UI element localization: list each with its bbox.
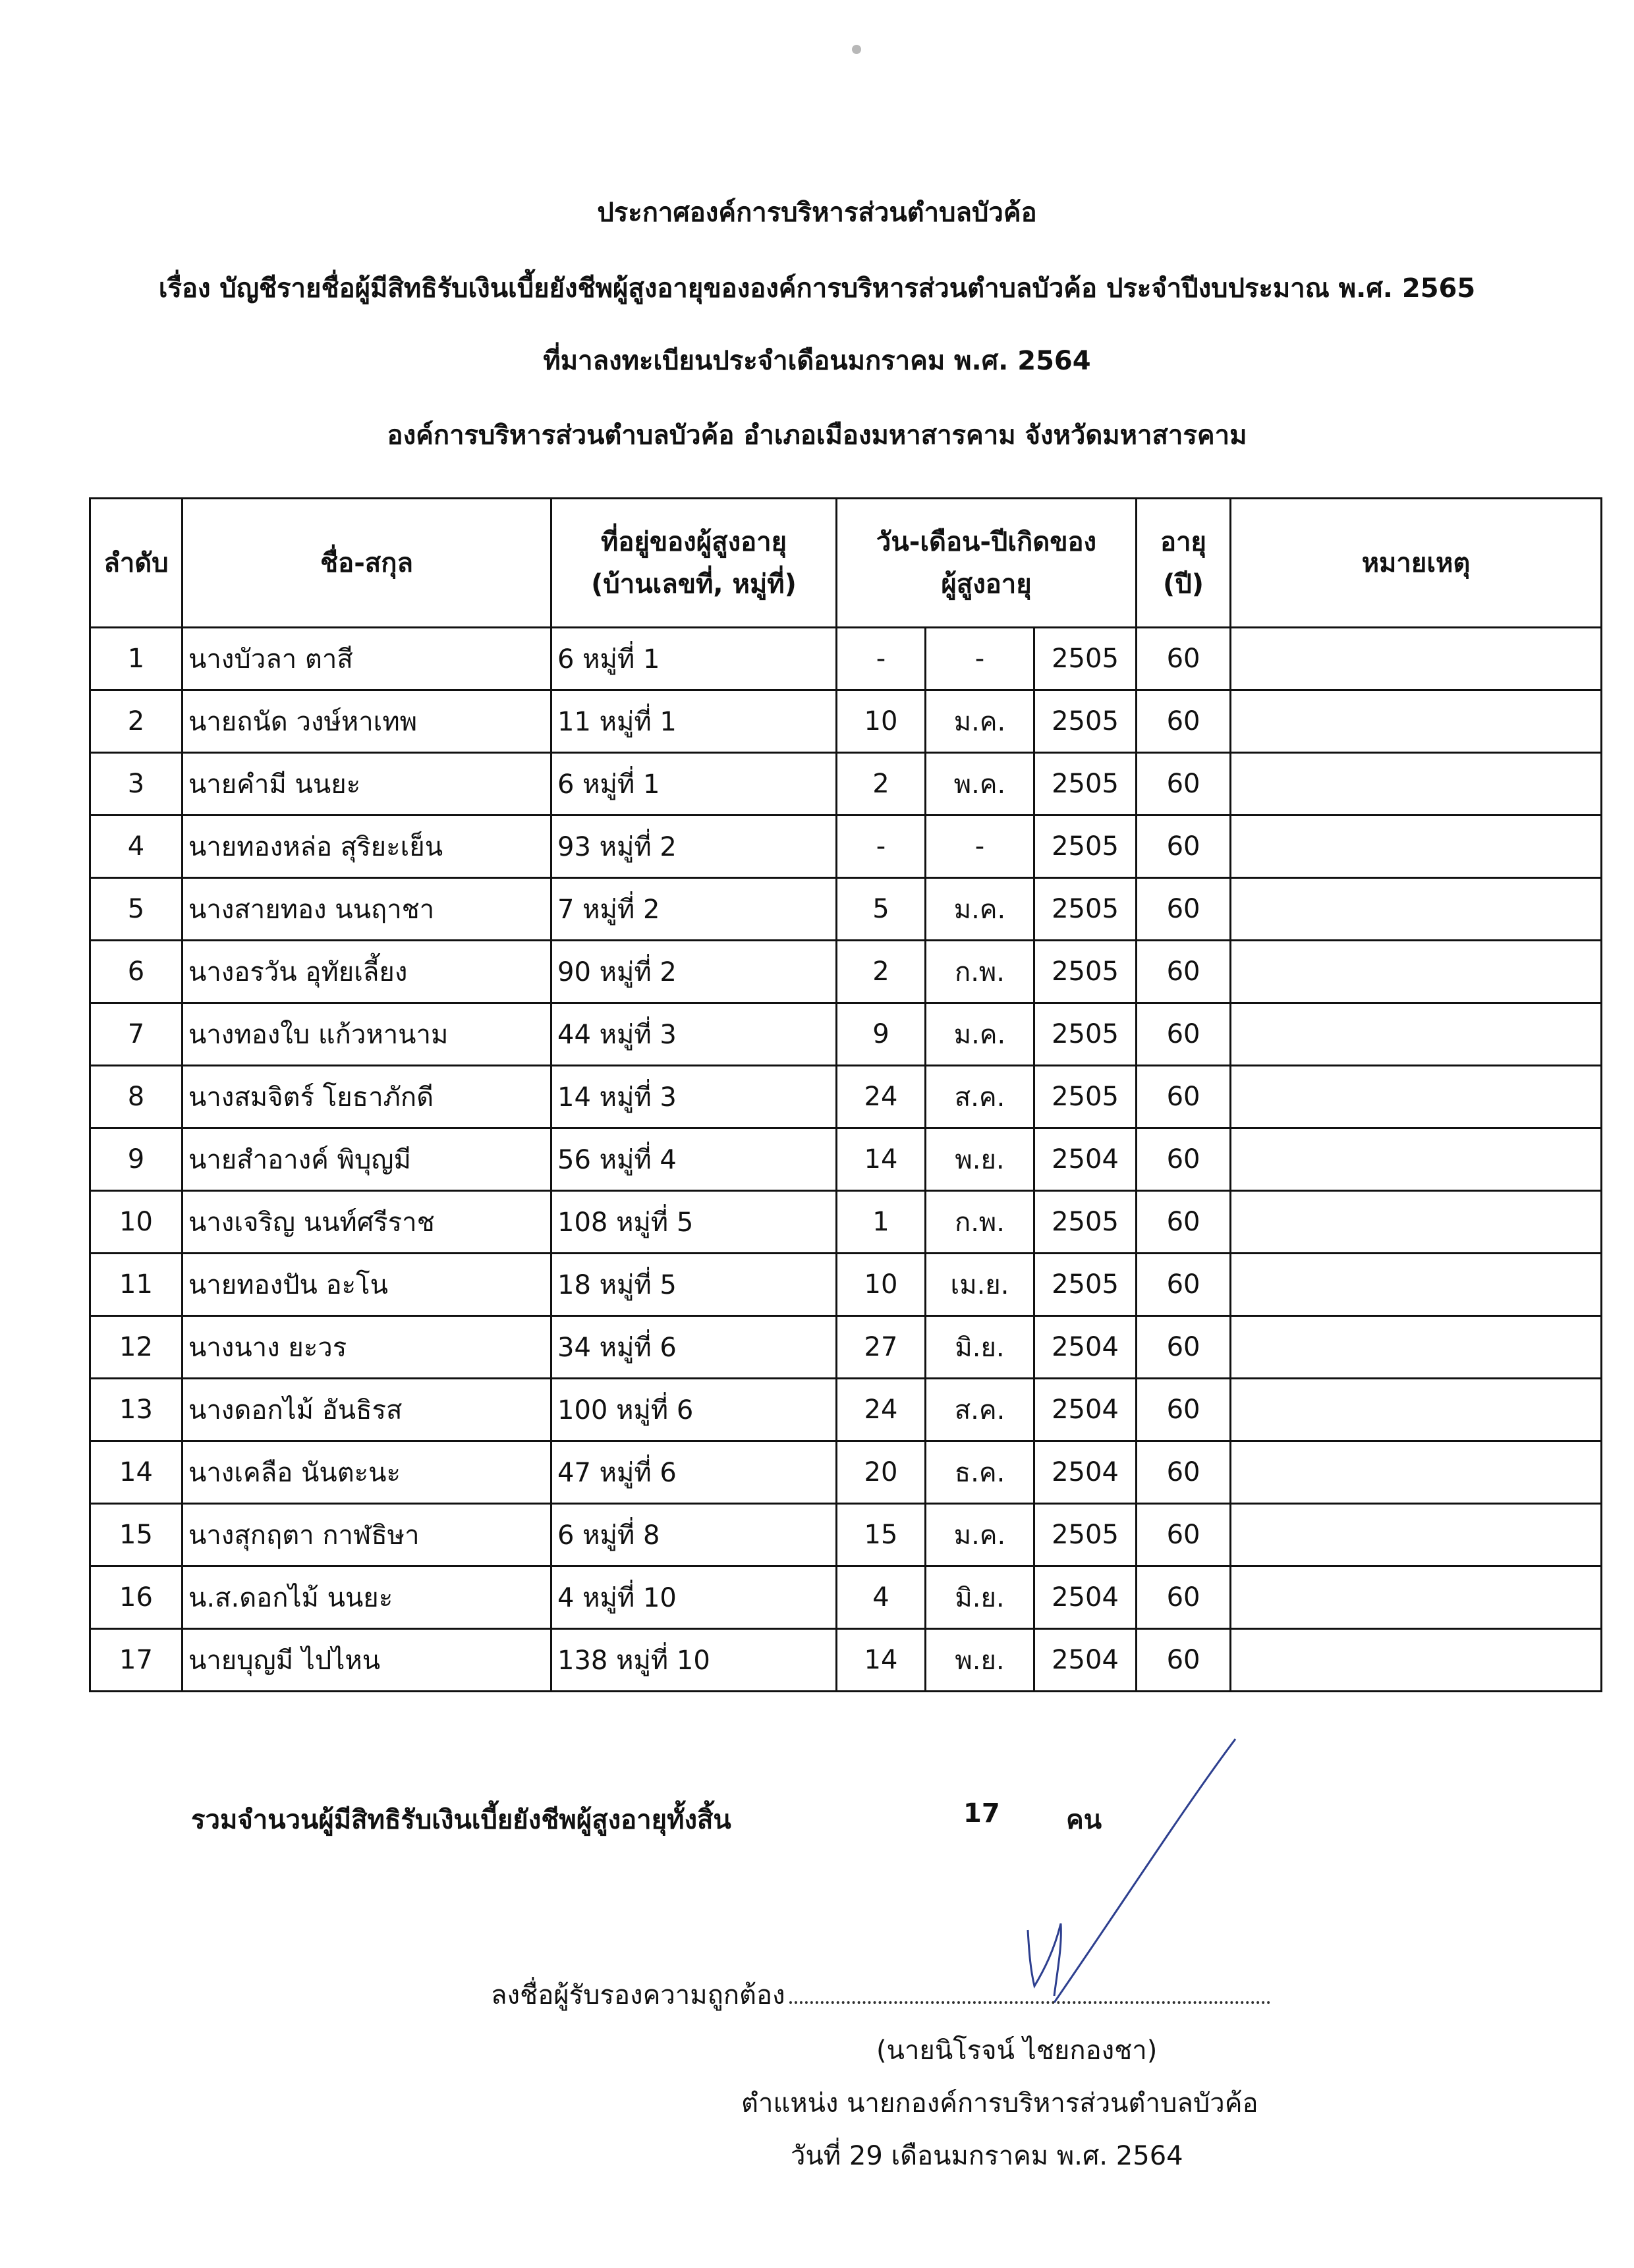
row-remark [1231, 941, 1602, 1003]
row-birth-month: พ.ย. [926, 1128, 1034, 1191]
row-birth-day: 2 [837, 753, 926, 816]
row-name: นายถนัด วงษ์หาเทพ [183, 690, 551, 753]
row-birth-year: 2505 [1034, 1504, 1137, 1566]
header-age-line1: อายุ [1160, 526, 1206, 557]
row-birth-month: ก.พ. [926, 1191, 1034, 1254]
row-birth-year: 2505 [1034, 1003, 1137, 1066]
row-number: 11 [90, 1254, 183, 1316]
header-dob-line1: วัน-เดือน-ปีเกิดของ [876, 526, 1097, 557]
row-birth-day: 24 [837, 1066, 926, 1128]
table-row [90, 878, 1602, 941]
row-remark [1231, 1629, 1602, 1692]
row-birth-year: 2504 [1034, 1629, 1137, 1692]
row-address: 138 หมู่ที่ 10 [551, 1629, 837, 1692]
row-address: 34 หมู่ที่ 6 [551, 1316, 837, 1379]
row-birth-year: 2504 [1034, 1316, 1137, 1379]
table-row [90, 1003, 1602, 1066]
row-birth-month: พ.ค. [926, 753, 1034, 816]
organization-line: องค์การบริหารส่วนตำบลบัวค้อ อำเภอเมืองมหาสารคาม จังหวัดมหาสารคาม [387, 420, 1247, 451]
table-row [90, 1254, 1602, 1316]
row-number: 7 [90, 1003, 183, 1066]
row-age: 60 [1137, 816, 1231, 878]
row-remark [1231, 1504, 1602, 1566]
row-number: 12 [90, 1316, 183, 1379]
row-birth-year: 2505 [1034, 941, 1137, 1003]
row-birth-month: - [926, 816, 1034, 878]
row-name: นางเคลือ นันตะนะ [183, 1441, 551, 1504]
row-address: 56 หมู่ที่ 4 [551, 1128, 837, 1191]
signer-name: (นายนิโรจน์ ไชยกองชา) [876, 2035, 1158, 2066]
row-address: 100 หมู่ที่ 6 [551, 1379, 837, 1441]
row-age: 60 [1137, 1003, 1231, 1066]
announcement-title: ประกาศองค์การบริหารส่วนตำบลบัวค้อ [597, 198, 1037, 228]
row-remark [1231, 1379, 1602, 1441]
row-address: 14 หมู่ที่ 3 [551, 1066, 837, 1128]
row-birth-year: 2505 [1034, 878, 1137, 941]
row-birth-year: 2505 [1034, 753, 1137, 816]
row-name: นางบัวลา ตาสี [183, 628, 551, 690]
row-birth-year: 2504 [1034, 1128, 1137, 1191]
row-age: 60 [1137, 1379, 1231, 1441]
table-row [90, 1566, 1602, 1629]
header-no: ลำดับ [90, 499, 183, 628]
row-name: นางดอกไม้ อันธิรส [183, 1379, 551, 1441]
row-name: นางอรวัน อุทัยเลี้ยง [183, 941, 551, 1003]
table-row [90, 1379, 1602, 1441]
row-birth-month: - [926, 628, 1034, 690]
row-name: นางเจริญ นนท์ศรีราช [183, 1191, 551, 1254]
table-row [90, 753, 1602, 816]
table-row [90, 1629, 1602, 1692]
row-address: 4 หมู่ที่ 10 [551, 1566, 837, 1629]
row-age: 60 [1137, 690, 1231, 753]
row-birth-day: 20 [837, 1441, 926, 1504]
row-birth-year: 2505 [1034, 1191, 1137, 1254]
row-number: 4 [90, 816, 183, 878]
signing-date: วันที่ 29 เดือนมกราคม พ.ศ. 2564 [791, 2141, 1183, 2171]
summary-count: 17 [963, 1798, 1000, 1829]
row-age: 60 [1137, 1316, 1231, 1379]
row-birth-day: 5 [837, 878, 926, 941]
row-address: 44 หมู่ที่ 3 [551, 1003, 837, 1066]
row-address: 47 หมู่ที่ 6 [551, 1441, 837, 1504]
row-remark [1231, 1441, 1602, 1504]
row-birth-month: มิ.ย. [926, 1316, 1034, 1379]
row-age: 60 [1137, 1254, 1231, 1316]
row-name: นายคำมี นนยะ [183, 753, 551, 816]
row-birth-year: 2504 [1034, 1441, 1137, 1504]
row-birth-day: 15 [837, 1504, 926, 1566]
row-birth-day: - [837, 816, 926, 878]
row-name: นางสมจิตร์ โยธาภักดี [183, 1066, 551, 1128]
row-remark [1231, 753, 1602, 816]
row-address: 93 หมู่ที่ 2 [551, 816, 837, 878]
summary-unit: คน [1066, 1805, 1102, 1835]
row-remark [1231, 816, 1602, 878]
row-name: นางทองใบ แก้วหานาม [183, 1003, 551, 1066]
row-address: 7 หมู่ที่ 2 [551, 878, 837, 941]
row-address: 90 หมู่ที่ 2 [551, 941, 837, 1003]
header-remark: หมายเหตุ [1231, 499, 1602, 628]
row-number: 16 [90, 1566, 183, 1629]
row-birth-year: 2505 [1034, 1066, 1137, 1128]
certification-line [491, 1974, 1270, 2016]
row-birth-day: 2 [837, 941, 926, 1003]
row-name: นายสำอางค์ พิบุญมี [183, 1128, 551, 1191]
row-birth-day: 4 [837, 1566, 926, 1629]
registration-period: ที่มาลงทะเบียนประจำเดือนมกราคม พ.ศ. 2564 [543, 346, 1091, 376]
header-age [1137, 499, 1231, 628]
table-row [90, 1316, 1602, 1379]
row-birth-day: 10 [837, 1254, 926, 1316]
row-birth-year: 2505 [1034, 690, 1137, 753]
row-birth-year: 2504 [1034, 1379, 1137, 1441]
table-row [90, 816, 1602, 878]
row-age: 60 [1137, 1441, 1231, 1504]
row-birth-month: มิ.ย. [926, 1566, 1034, 1629]
row-number: 13 [90, 1379, 183, 1441]
row-remark [1231, 878, 1602, 941]
row-birth-day: 1 [837, 1191, 926, 1254]
row-birth-month: ส.ค. [926, 1066, 1034, 1128]
header-address [551, 499, 837, 628]
row-name: นายทองปัน อะโน [183, 1254, 551, 1316]
row-age: 60 [1137, 1191, 1231, 1254]
row-birth-year: 2505 [1034, 816, 1137, 878]
row-address: 6 หมู่ที่ 8 [551, 1504, 837, 1566]
row-number: 3 [90, 753, 183, 816]
row-name: นางสุกฤตา กาฬธิษา [183, 1504, 551, 1566]
row-number: 8 [90, 1066, 183, 1128]
row-remark [1231, 1003, 1602, 1066]
row-address: 11 หมู่ที่ 1 [551, 690, 837, 753]
row-number: 1 [90, 628, 183, 690]
row-address: 6 หมู่ที่ 1 [551, 628, 837, 690]
row-age: 60 [1137, 1504, 1231, 1566]
row-birth-month: พ.ย. [926, 1629, 1034, 1692]
row-remark [1231, 628, 1602, 690]
row-birth-day: - [837, 628, 926, 690]
row-birth-month: ม.ค. [926, 690, 1034, 753]
beneficiary-table [89, 497, 1602, 1692]
row-number: 9 [90, 1128, 183, 1191]
row-birth-day: 14 [837, 1128, 926, 1191]
table-header-row [90, 499, 1602, 628]
summary-label: รวมจำนวนผู้มีสิทธิรับเงินเบี้ยยังชีพผู้สูงอายุทั้งสิ้น [191, 1805, 731, 1835]
row-birth-day: 14 [837, 1629, 926, 1692]
row-birth-day: 24 [837, 1379, 926, 1441]
table-row [90, 1504, 1602, 1566]
header-address-line1: ที่อยู่ของผู้สูงอายุ [600, 526, 787, 557]
row-age: 60 [1137, 1629, 1231, 1692]
table-row [90, 690, 1602, 753]
scan-mark [852, 45, 861, 54]
table-row [90, 1191, 1602, 1254]
header-dob-line2: ผู้สูงอายุ [941, 568, 1032, 599]
row-birth-day: 27 [837, 1316, 926, 1379]
row-age: 60 [1137, 878, 1231, 941]
table-row [90, 1441, 1602, 1504]
row-name: นางนาง ยะวร [183, 1316, 551, 1379]
row-remark [1231, 1191, 1602, 1254]
row-name: นายบุญมี ไปไหน [183, 1629, 551, 1692]
row-birth-month: เม.ย. [926, 1254, 1034, 1316]
certify-label: ลงชื่อผู้รับรองความถูกต้อง [491, 1980, 785, 2010]
row-number: 6 [90, 941, 183, 1003]
row-age: 60 [1137, 1128, 1231, 1191]
row-number: 5 [90, 878, 183, 941]
table-row [90, 941, 1602, 1003]
table-row [90, 628, 1602, 690]
row-birth-month: ม.ค. [926, 1003, 1034, 1066]
handwritten-signature [988, 1726, 1252, 2009]
table-row [90, 1128, 1602, 1191]
row-address: 108 หมู่ที่ 5 [551, 1191, 837, 1254]
row-number: 17 [90, 1629, 183, 1692]
row-birth-day: 10 [837, 690, 926, 753]
row-birth-month: ก.พ. [926, 941, 1034, 1003]
row-remark [1231, 1066, 1602, 1128]
header-name: ชื่อ-สกุล [183, 499, 551, 628]
row-name: นางสายทอง นนฤาชา [183, 878, 551, 941]
table-row [90, 1066, 1602, 1128]
row-age: 60 [1137, 1066, 1231, 1128]
row-number: 10 [90, 1191, 183, 1254]
row-remark [1231, 1316, 1602, 1379]
row-number: 2 [90, 690, 183, 753]
row-birth-month: ส.ค. [926, 1379, 1034, 1441]
row-birth-year: 2505 [1034, 628, 1137, 690]
row-birth-month: ม.ค. [926, 1504, 1034, 1566]
row-remark [1231, 690, 1602, 753]
row-age: 60 [1137, 1566, 1231, 1629]
header-age-line2: (ปี) [1163, 568, 1204, 599]
subject-line: เรื่อง บัญชีรายชื่อผู้มีสิทธิรับเงินเบี้ยยังชีพผู้สูงอายุขององค์การบริหารส่วนตำบลบัวค้อ ประจำปีงบประมาณ พ.ศ. 2565 [158, 273, 1476, 304]
header-dob [837, 499, 1137, 628]
row-number: 15 [90, 1504, 183, 1566]
row-age: 60 [1137, 628, 1231, 690]
row-birth-year: 2504 [1034, 1566, 1137, 1629]
row-age: 60 [1137, 753, 1231, 816]
row-remark [1231, 1254, 1602, 1316]
signer-position: ตำแหน่ง นายกองค์การบริหารส่วนตำบลบัวค้อ [741, 2088, 1258, 2118]
row-birth-month: ม.ค. [926, 878, 1034, 941]
row-address: 6 หมู่ที่ 1 [551, 753, 837, 816]
row-remark [1231, 1566, 1602, 1629]
row-birth-day: 9 [837, 1003, 926, 1066]
row-name: นายทองหล่อ สุริยะเย็น [183, 816, 551, 878]
header-address-line2: (บ้านเลขที่, หมู่ที่) [591, 568, 797, 599]
row-birth-month: ธ.ค. [926, 1441, 1034, 1504]
row-address: 18 หมู่ที่ 5 [551, 1254, 837, 1316]
row-name: น.ส.ดอกไม้ นนยะ [183, 1566, 551, 1629]
row-number: 14 [90, 1441, 183, 1504]
row-age: 60 [1137, 941, 1231, 1003]
row-remark [1231, 1128, 1602, 1191]
row-birth-year: 2505 [1034, 1254, 1137, 1316]
signature-dotted-line [789, 2001, 1270, 2004]
